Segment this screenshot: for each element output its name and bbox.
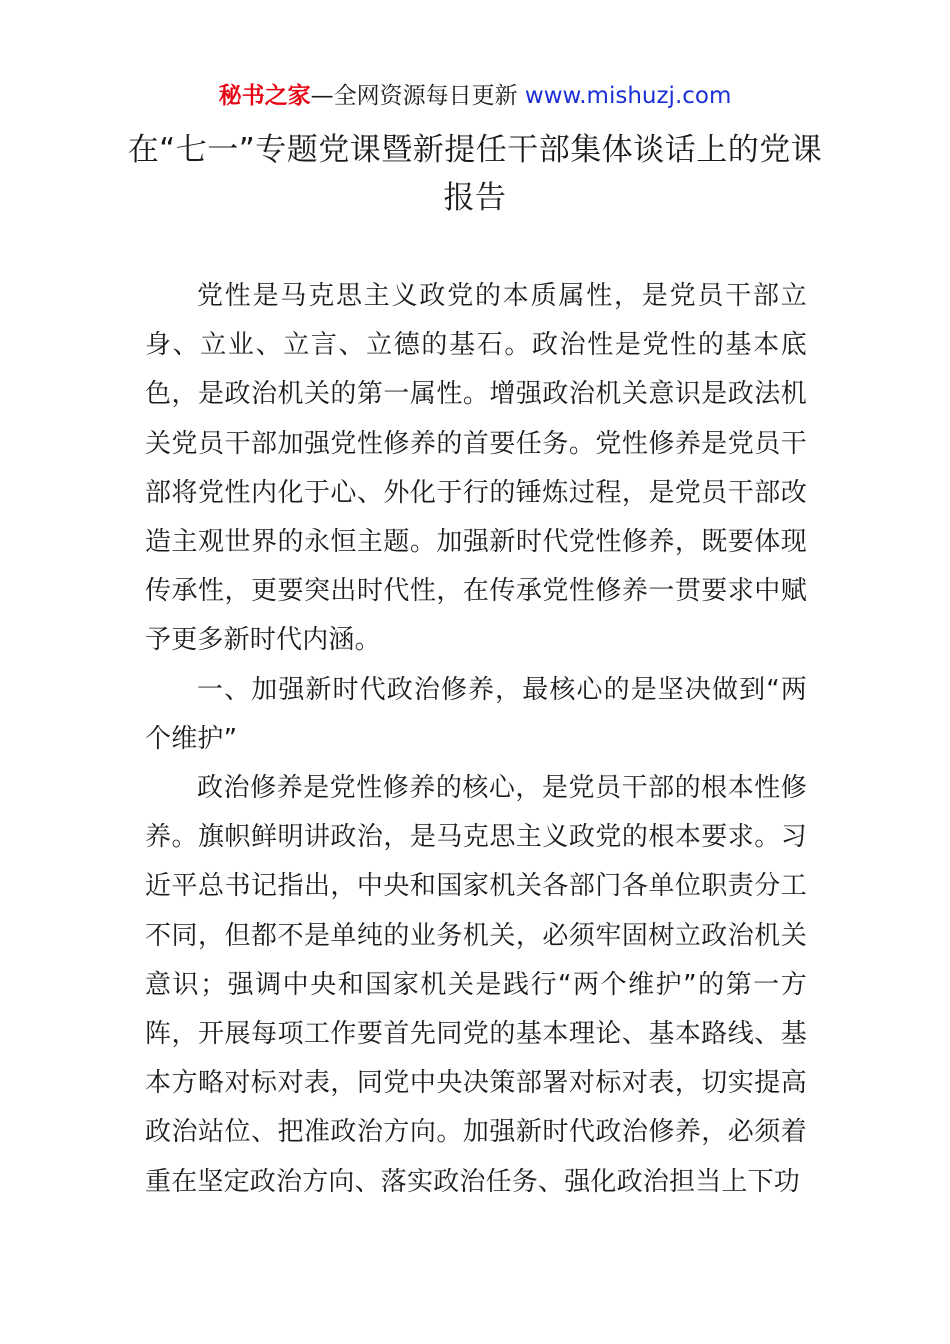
site-tagline: —全网资源每日更新 [310,83,518,109]
site-brand: 秘书之家 [218,83,311,109]
paragraph-section-1: 政治修养是党性修养的核心，是党员干部的根本性修养。旗帜鲜明讲政治，是马克思主义政党的根本要求。习近平总书记指出，中央和国家机关各部门各单位职责分工不同，但都不是单纯的业务机关，必须牢固树立政治机关意识；强调中央和国家机关是践行“两个维护”的第一方阵，开展每项工作要首先同党的基本理论、基本路线、基本方略对标对表，同党中央决策部署对标对表，切实提高政治站位、把准政治方向。加强新时代政治修养，必须着重在坚定政治方向、落实政治任务、强化政治担当上下功 [145,773,807,1197]
paragraph-intro: 党性是马克思主义政党的本质属性，是党员干部立身、立业、立言、立德的基石。政治性是党性的基本底色，是政治机关的第一属性。增强政治机关意识是政法机关党员干部加强党性修养的首要任务。党性修养是党员干部将党性内化于心、外化于行的锤炼过程，是党员干部改造主观世界的永恒主题。加强新时代党性修养，既要体现传承性，更要突出时代性，在传承党性修养一贯要求中赋予更多新时代内涵。 [145,281,807,656]
document-body [145,272,807,1207]
site-header [0,78,950,114]
site-url-link[interactable]: www.mishuzj.com [524,83,732,109]
document-title: 在“七一”专题党课暨新提任干部集体谈话上的党课报告 [127,132,823,216]
section-heading-1: 一、加强新时代政治修养，最核心的是坚决做到“两个维护” [145,674,807,754]
